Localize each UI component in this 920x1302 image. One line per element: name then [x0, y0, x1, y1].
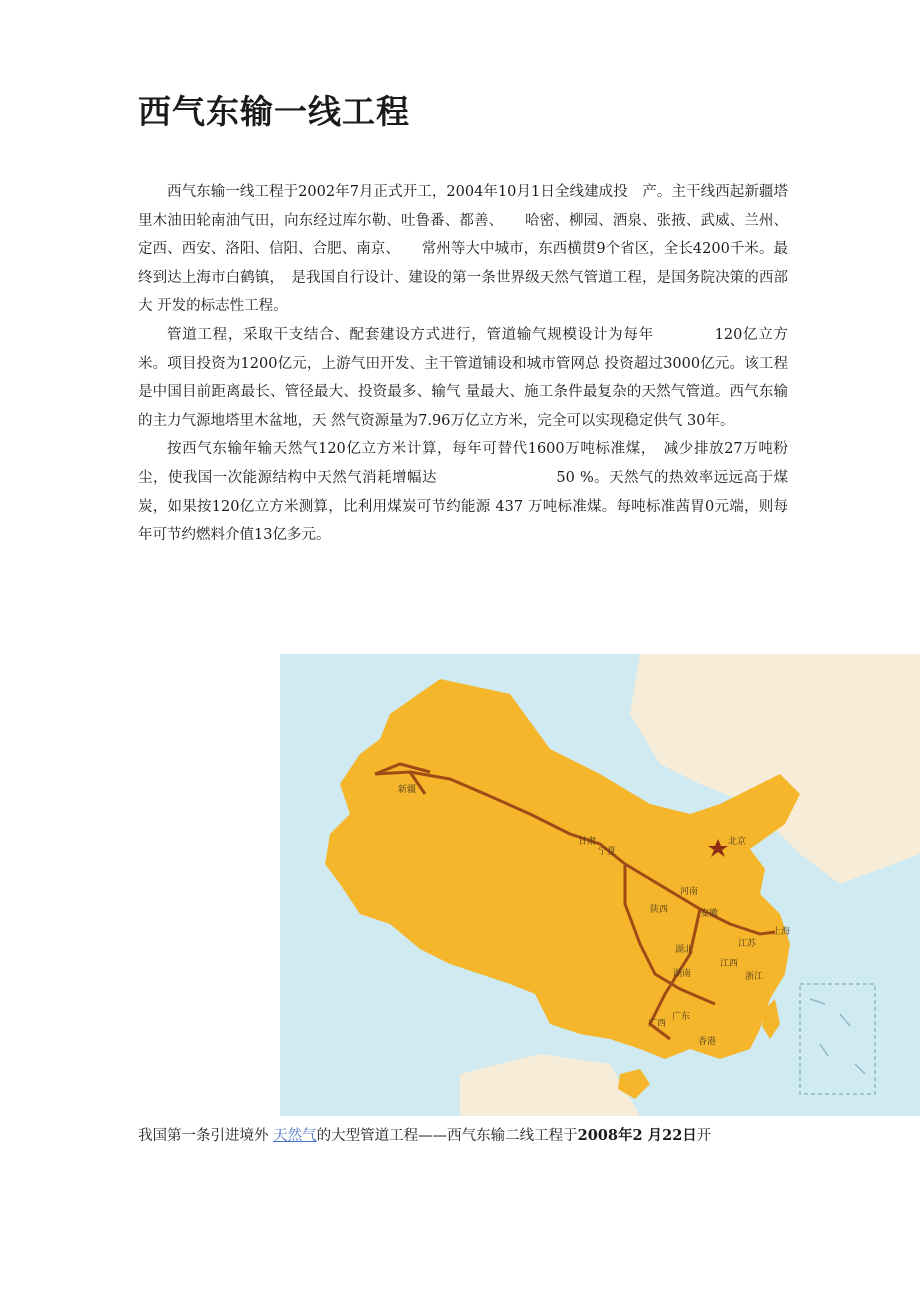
map-label-ningxia: 宁夏 — [598, 847, 617, 857]
natural-gas-link[interactable]: 天然气 — [273, 1128, 317, 1144]
map-label-shaanxi: 陕西 — [650, 905, 669, 915]
map-label-henan: 河南 — [680, 887, 699, 897]
map-label-jiangxi: 江西 — [720, 959, 739, 969]
map-label-hunan: 湖南 — [673, 969, 692, 979]
map-label-xinjiang: 新疆 — [398, 785, 417, 795]
article-body — [138, 178, 788, 550]
map-label-jiangsu: 江苏 — [738, 939, 757, 949]
map-label-zhejiang: 浙江 — [745, 972, 764, 982]
map-label-shanghai: 上海 — [772, 927, 791, 937]
caption-text-middle: 的大型管道工程——西气东输二线工程于 — [316, 1128, 578, 1144]
map-label-hongkong: 香港 — [698, 1037, 717, 1047]
page-title: 西气东输一线工程 — [138, 92, 410, 131]
pipeline-map-image — [280, 654, 920, 1116]
map-label-guangxi: 广西 — [648, 1019, 667, 1029]
map-label-anhui: 安徽 — [700, 909, 719, 919]
map-label-hubei: 湖北 — [675, 945, 694, 955]
map-label-gansu: 甘肃 — [578, 837, 597, 847]
paragraph-3: 按西气东输年输天然气120亿立方米计算，每年可替代1600万吨标准煤， 减少排放27万吨粉尘，使我国一次能源结构中天然气消耗增幅达 50 %。天然气的热效率远远高于煤炭，如果按120亿立方米测算，比利用煤炭可节约能源 437 万吨标准煤。每吨标准茜胃0元端，则每年可节约燃料介值13亿多元。 — [138, 441, 788, 544]
map-caption — [138, 1124, 711, 1145]
caption-text-end: 开 — [696, 1128, 712, 1144]
paragraph-1: 西气东输一线工程于2002年7月正式开工，2004年10月1日全线建成投 产。主干线西起新疆塔里木油田轮南油气田，向东经过库尔勒、吐鲁番、都善、 哈密、柳园、酒泉、张掖、武威、兰州、定西、西安、洛阳、信阳、合肥、南京、 常州等大中城市，东西横贯9个省区，全长4200千米。最终到达上海市白鹤镇， 是我国自行设计、建设的第一条世界级天然气管道工程，是国务院决策的西部大 开发的标志性工程。 — [138, 184, 788, 315]
map-label-guangdong: 广东 — [672, 1012, 691, 1022]
paragraph-2: 管道工程，采取干支结合、配套建设方式进行，管道输气规模设计为每年 120亿立方米。项目投资为1200亿元，上游气田开发、主干管道铺设和城市管网总 投资超过3000亿元。该工程是中国目前距离最长、管径最大、投资最多、输气 量最大、施工条件最复杂的天然气管道。西气东输的主力气源地塔里木盆地，天 然气资源量为7.96万亿立方米，完全可以实现稳定供气 30年。 — [138, 326, 788, 429]
caption-date: 2008年2 月22日 — [577, 1127, 697, 1144]
caption-text-start: 我国第一条引进境外 — [138, 1128, 274, 1144]
map-label-beijing: 北京 — [728, 837, 747, 847]
